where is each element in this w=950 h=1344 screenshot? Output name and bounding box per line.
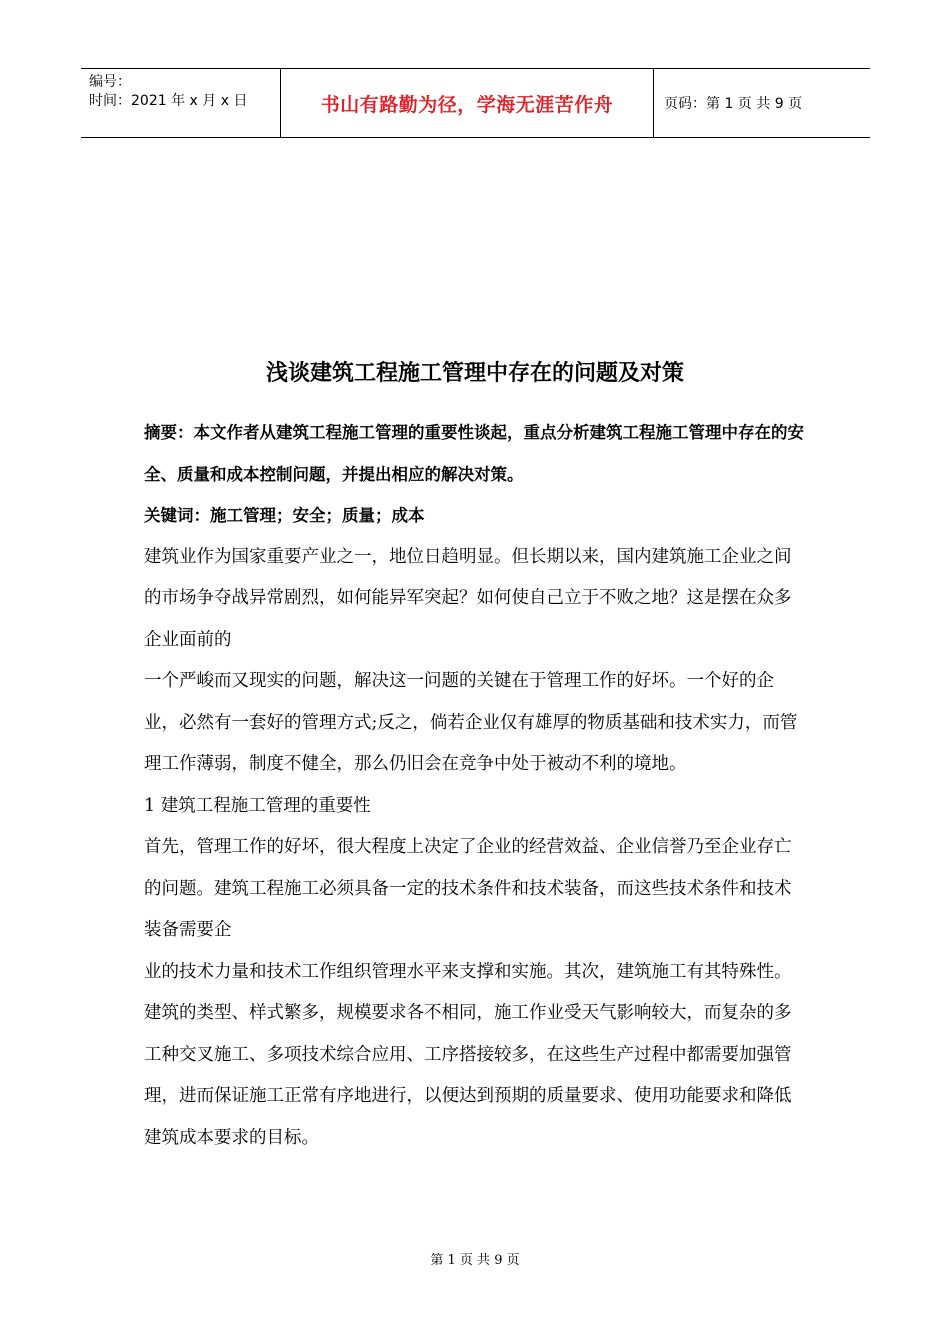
paragraph-section1: 首先，管理工作的好坏，很大程度上决定了企业的经营效益、企业信誉乃至企业存亡的问题。建筑工程施工必须具备一定的技术条件和技术装备，而这些技术条件和技术装备需要企 xyxy=(144,837,792,940)
paragraph-section1-cont: 业的技术力量和技术工作组织管理水平来支撑和实施。其次，建筑施工有其特殊性。建筑的类型、样式繁多，规模要求各不相同，施工作业受天气影响较大，而复杂的多工种交叉施工、多项技术综合应用、工序搭接较多，在这些生产过程中都需要加强管理，进而保证施工正常有序地进行，以便达到预期的质量要求、使用功能要求和降低建筑成本要求的目标。 xyxy=(144,961,792,1148)
keywords: 关键词：施工管理；安全；质量；成本 xyxy=(144,506,425,525)
paragraph-intro: 建筑业作为国家重要产业之一，地位日趋明显。但长期以来，国内建筑施工企业之间的市场争夺战异常剧烈，如何能异军突起？如何使自己立于不败之地？这是摆在众多企业面前的 xyxy=(144,546,792,650)
paragraph-intro-cont: 一个严峻而又现实的问题，解决这一问题的关键在于管理工作的好坏。一个好的企业，必然有一套好的管理方式;反之，倘若企业仅有雄厚的物质基础和技术实力，而管理工作薄弱，制度不健全，那么仍旧会在竞争中处于被动不利的境地。 xyxy=(144,671,798,774)
document-body xyxy=(144,412,804,1159)
number-label: 编号： xyxy=(89,74,131,90)
section-heading: 1 建筑工程施工管理的重要性 xyxy=(144,795,371,816)
header-page-info: 页码：第 1 页 共 9 页 xyxy=(664,96,803,112)
page-footer: 第 1 页 共 9 页 xyxy=(430,1253,520,1268)
document-header xyxy=(81,68,870,138)
document-title: 浅谈建筑工程施工管理中存在的问题及对策 xyxy=(265,361,684,386)
header-meta xyxy=(81,69,281,137)
time-label: 时间：2021 年 x 月 x 日 xyxy=(89,93,248,109)
abstract: 摘要：本文作者从建筑工程施工管理的重要性谈起，重点分析建筑工程施工管理中存在的安全、质量和成本控制问题，并提出相应的解决对策。 xyxy=(144,423,804,484)
header-motto: 书山有路勤为径，学海无涯苦作舟 xyxy=(281,69,654,137)
